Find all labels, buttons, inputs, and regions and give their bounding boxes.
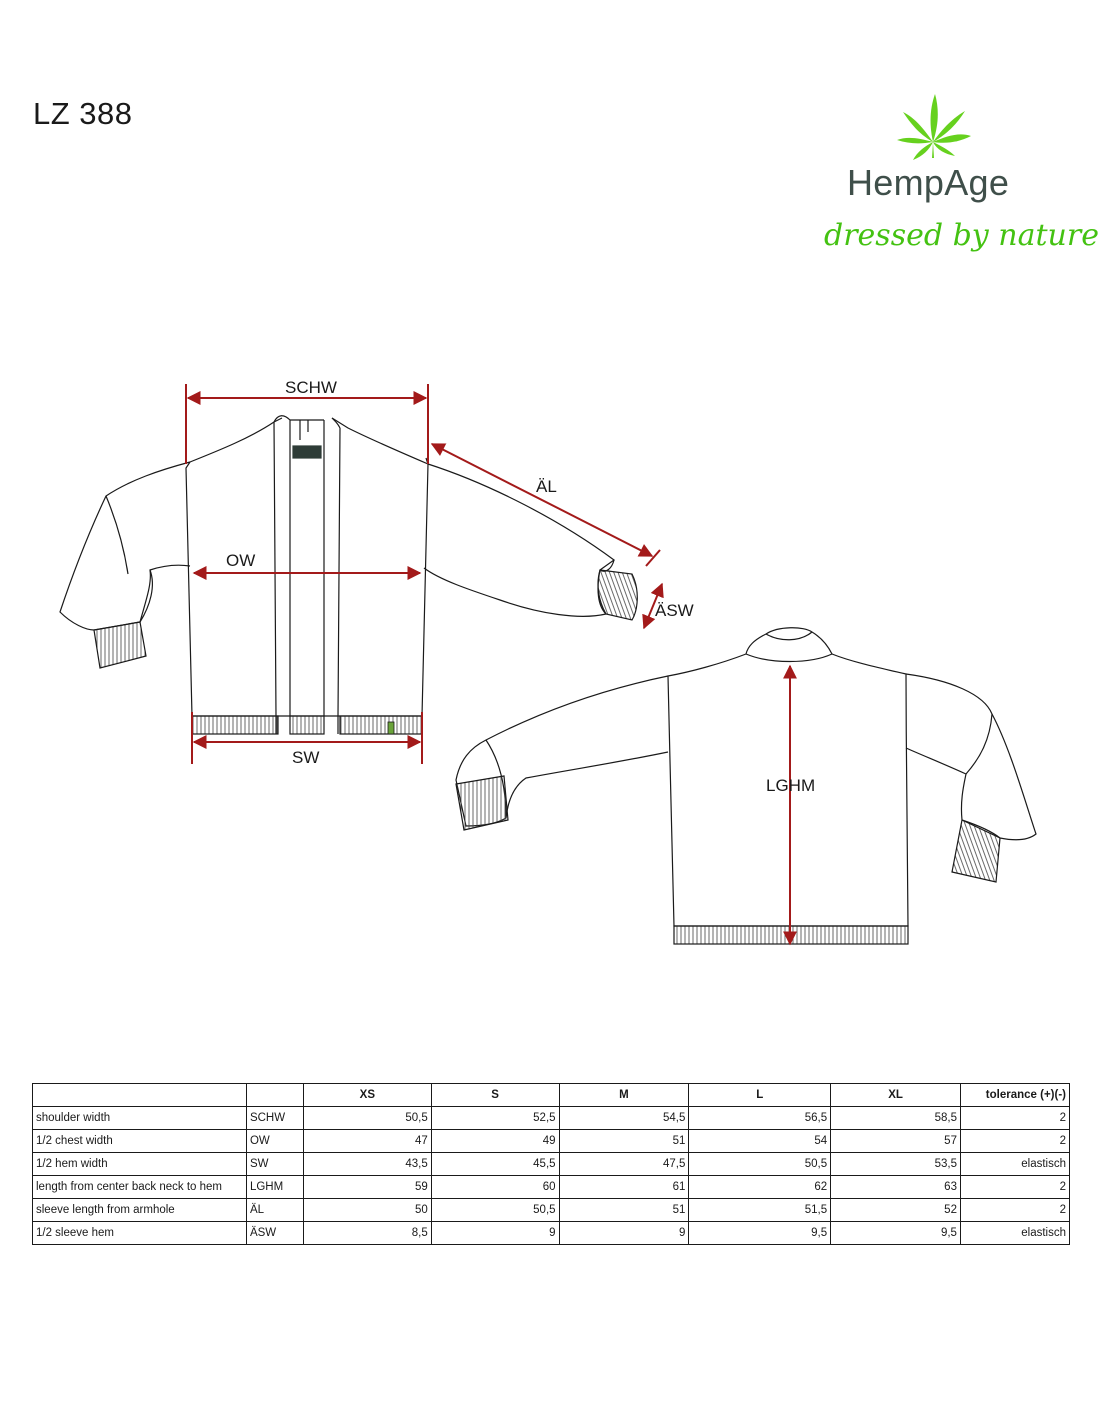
table-cell: 9,5 [831,1222,961,1245]
table-cell: 9,5 [689,1222,831,1245]
dim-al [432,444,652,556]
table-cell: 50,5 [689,1153,831,1176]
table-header: M [559,1084,689,1107]
size-table [32,1083,1070,1245]
table-cell: shoulder width [33,1107,247,1130]
label-ow: OW [226,551,256,570]
table-row [33,1222,1070,1245]
table-cell: 51 [559,1130,689,1153]
back-sleeve-right [906,674,1036,840]
document-title: LZ 388 [33,96,133,131]
table-cell: ÄL [246,1199,303,1222]
dimension-lines [186,384,790,944]
front-sleeve-left [60,462,190,630]
table-cell: 2 [960,1130,1069,1153]
front-band-right [324,418,340,716]
table-cell: 62 [689,1176,831,1199]
table-cell: 58,5 [831,1107,961,1130]
table-cell: 47 [303,1130,431,1153]
label-al: ÄL [536,477,557,496]
table-cell: 50 [303,1199,431,1222]
table-cell: 60 [431,1176,559,1199]
hem-tag [388,722,394,734]
table-cell: 61 [559,1176,689,1199]
table-cell: OW [246,1130,303,1153]
table-row [33,1130,1070,1153]
brand-slogan: dressed by nature [824,218,1099,253]
label-sw: SW [292,748,320,767]
table-cell: 51 [559,1199,689,1222]
table-cell: 53,5 [831,1153,961,1176]
table-header: tolerance (+)(-) [960,1084,1069,1107]
label-schw: SCHW [285,378,337,397]
back-cuff-left [456,776,508,830]
table-cell: 59 [303,1176,431,1199]
brand-name: HempAge [847,162,1010,203]
table-cell: 8,5 [303,1222,431,1245]
table-cell: 54 [689,1130,831,1153]
back-collar [746,628,832,662]
label-lghm: LGHM [766,776,816,795]
table-cell: 52 [831,1199,961,1222]
front-view [60,416,637,734]
table-cell: 51,5 [689,1199,831,1222]
table-cell: 56,5 [689,1107,831,1130]
table-row [33,1153,1070,1176]
table-cell: 47,5 [559,1153,689,1176]
table-header [33,1084,247,1107]
table-cell: 54,5 [559,1107,689,1130]
table-cell: 52,5 [431,1107,559,1130]
table-cell: elastisch [960,1153,1069,1176]
table-cell: SCHW [246,1107,303,1130]
table-cell: 57 [831,1130,961,1153]
table-header [246,1084,303,1107]
table-cell: 9 [559,1222,689,1245]
table-cell: 63 [831,1176,961,1199]
front-body-outline [186,458,428,716]
table-cell: 2 [960,1176,1069,1199]
table-cell: length from center back neck to hem [33,1176,247,1199]
front-cuff-left [94,622,146,668]
label-asw: ÄSW [655,601,694,620]
table-row [33,1107,1070,1130]
neck-label [293,446,321,458]
table-cell: 2 [960,1199,1069,1222]
front-sleeve-right [424,464,614,616]
table-row [33,1199,1070,1222]
table-cell: 50,5 [303,1107,431,1130]
back-view [456,628,1036,944]
table-cell: elastisch [960,1222,1069,1245]
table-cell: 43,5 [303,1153,431,1176]
table-row [33,1176,1070,1199]
table-header-row [33,1084,1070,1107]
table-header: L [689,1084,831,1107]
table-cell: 50,5 [431,1199,559,1222]
front-band-left [274,416,290,716]
table-cell: 2 [960,1107,1069,1130]
table-cell: 1/2 sleeve hem [33,1222,247,1245]
table-cell: sleeve length from armhole [33,1199,247,1222]
table-cell: 49 [431,1130,559,1153]
table-header: XS [303,1084,431,1107]
table-header: S [431,1084,559,1107]
table-cell: 1/2 chest width [33,1130,247,1153]
table-cell: 45,5 [431,1153,559,1176]
table-cell: LGHM [246,1176,303,1199]
front-hem-rib [192,716,278,734]
table-cell: 1/2 hem width [33,1153,247,1176]
table-cell: ÄSW [246,1222,303,1245]
table-cell: SW [246,1153,303,1176]
back-cuff-right [952,820,1000,882]
table-header: XL [831,1084,961,1107]
table-cell: 9 [431,1222,559,1245]
